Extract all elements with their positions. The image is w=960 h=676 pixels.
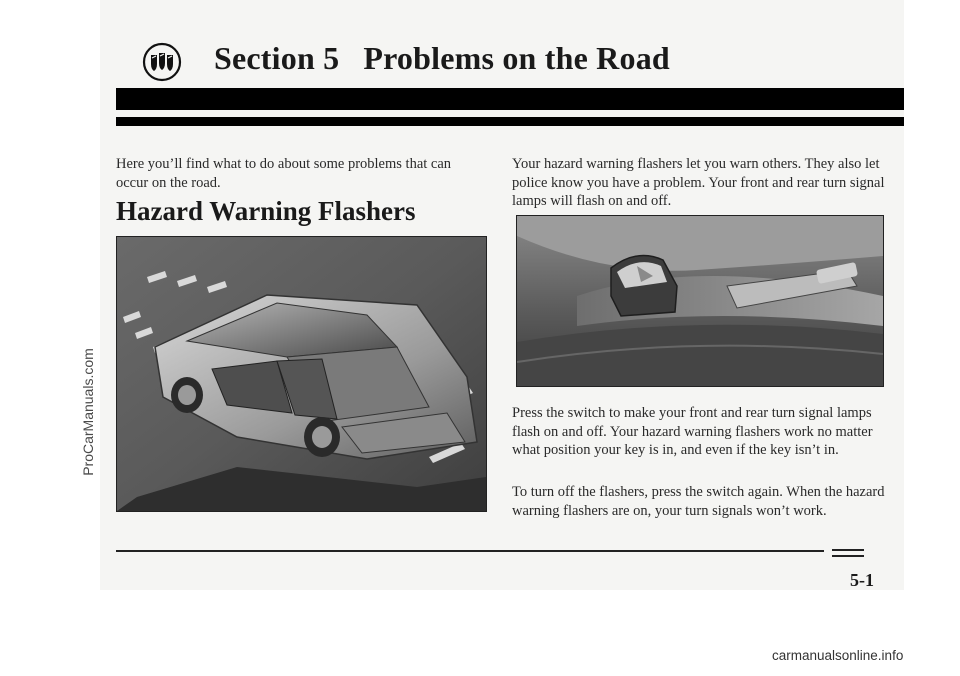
header-rule-thin (116, 117, 904, 126)
intro-paragraph: Here you’ll find what to do about some problems that can occur on the road. (116, 156, 452, 191)
watermark-left: ProCarManuals.com (80, 348, 96, 476)
footer-rule-end-top (832, 549, 864, 551)
page-title (214, 40, 670, 77)
watermark-bottom: carmanualsonline.info (772, 648, 904, 663)
section-name: Problems on the Road (363, 40, 670, 76)
press-switch-paragraph: Press the switch to make your front and rear turn signal lamps flash on and off. Your hazard warning flashers work no matter what position your key is in, and even if the key isn’t in. (512, 405, 873, 458)
page-number: 5-1 (850, 570, 874, 590)
header-rule-thick (116, 88, 904, 110)
hazard-switch-photo (516, 215, 884, 387)
section-number: Section 5 (214, 40, 340, 76)
flashers-intro-paragraph: Your hazard warning flashers let you warn others. They also let police know you have a problem. Your front and rear turn signal lamps will flash on and off. (512, 156, 885, 209)
car-illustration (116, 236, 487, 512)
hazard-flashers-heading: Hazard Warning Flashers (116, 196, 416, 226)
buick-logo-icon (142, 42, 182, 82)
turn-off-paragraph: To turn off the flashers, press the switch again. When the hazard warning flashers are on, your turn signals won’t work. (512, 484, 885, 519)
footer-rule-end-bottom (832, 555, 864, 557)
footer-rule (116, 550, 824, 552)
